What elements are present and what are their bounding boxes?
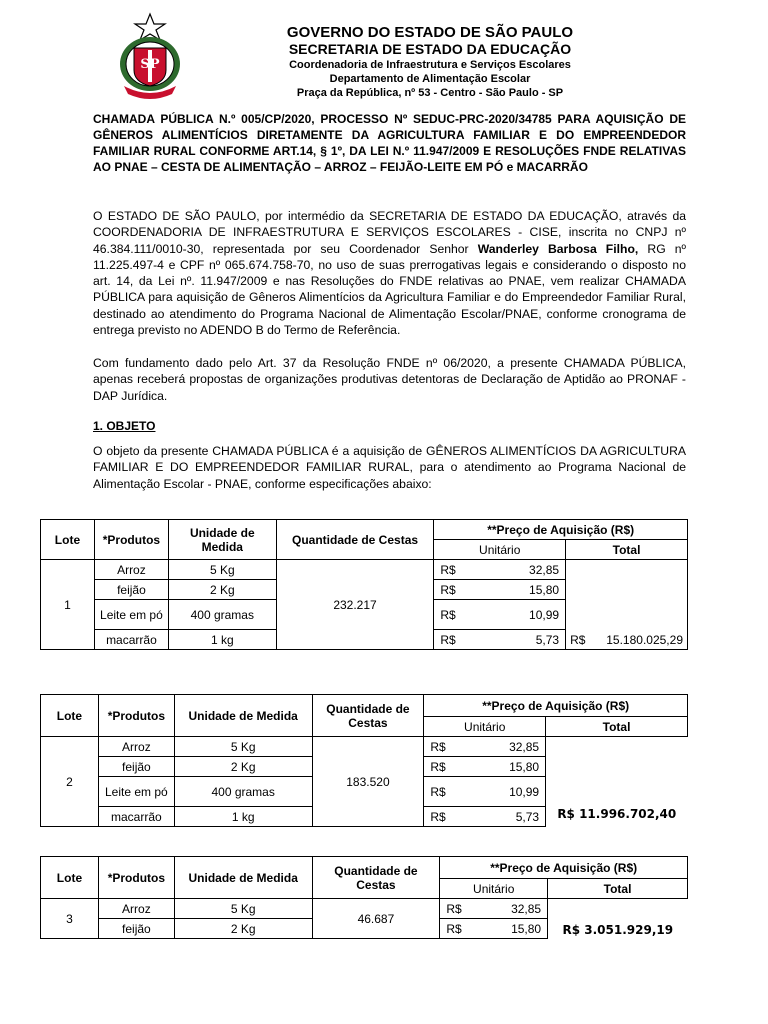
header-quantidade: Quantidade de Cestas (276, 520, 434, 560)
unidade-cell: 5 Kg (168, 560, 276, 580)
currency-label: R$ (446, 921, 462, 936)
lote-number: 1 (41, 560, 95, 650)
header-unitario: Unitário (440, 879, 548, 899)
header-unidade: Unidade de Medida (174, 695, 312, 737)
currency-label: R$ (430, 739, 446, 754)
unidade-cell: 5 Kg (174, 899, 312, 919)
total-cell: 15.180.025,29 (606, 633, 683, 647)
header-produtos: *Produtos (98, 857, 174, 899)
header-unidade: Unidade de Medida (174, 857, 312, 899)
currency-label: R$ (440, 582, 456, 597)
government-name: GOVERNO DO ESTADO DE SÃO PAULO (286, 24, 574, 41)
unidade-cell: 1 kg (168, 630, 276, 650)
unidade-cell: 2 Kg (174, 757, 312, 777)
produto-cell: feijão (98, 919, 174, 939)
header-quantidade: Quantidade de Cestas (312, 695, 424, 737)
produto-cell: feijão (94, 580, 168, 600)
document-title: CHAMADA PÚBLICA N.º 005/CP/2020, PROCESSO Nº SEDUC-PRC-2020/34785 PARA AQUISIÇÃO DE GÊNEROS ALIMENTÍCIOS DIRETAMENTE DA AGRICULTURA FAMILIAR E DO EMPREENDEDOR FAMILIAR RURAL CONFORME ART.14, § 1º, DA LEI N.º 11.947/2009 E RESOLUÇÕES FNDE RELATIVAS AO PNAE – CESTA DE ALIMENTAÇÃO – ARROZ – FEIJÃO-LEITE EM PÓ e MACARRÃO (93, 112, 686, 174)
crest-text: SP (140, 57, 160, 72)
header-lote: Lote (41, 695, 99, 737)
produto-cell: Arroz (98, 737, 174, 757)
currency-label: R$ (430, 784, 446, 799)
header-unidade: Unidade de Medida (168, 520, 276, 560)
header-total: Total (548, 879, 688, 899)
header-total: Total (546, 717, 688, 737)
header-unitario: Unitário (434, 540, 566, 560)
unidade-cell: 400 gramas (168, 600, 276, 630)
total-currency-label: R$ (570, 633, 586, 647)
unidade-cell: 2 Kg (168, 580, 276, 600)
quantidade-cell: 232.217 (276, 560, 434, 650)
currency-label: R$ (446, 901, 462, 916)
unidade-cell: 2 Kg (174, 919, 312, 939)
lot-table-2 (40, 694, 688, 827)
table-row (41, 560, 688, 580)
unitario-cell: 15,80 (511, 921, 542, 936)
header-preco: **Preço de Aquisição (R$) (424, 695, 688, 717)
unitario-cell: 10,99 (509, 784, 540, 799)
header-unitario: Unitário (424, 717, 546, 737)
quantidade-cell: 46.687 (312, 899, 440, 939)
lote-number: 3 (41, 899, 99, 939)
header-preco: **Preço de Aquisição (R$) (440, 857, 688, 879)
produto-cell: Arroz (98, 899, 174, 919)
intro-paragraph (93, 208, 686, 338)
table-row (41, 737, 688, 757)
quantidade-cell: 183.520 (312, 737, 424, 827)
header-preco: **Preço de Aquisição (R$) (434, 520, 688, 540)
header-lote: Lote (41, 520, 95, 560)
header-lote: Lote (41, 857, 99, 899)
unidade-cell: 400 gramas (174, 777, 312, 807)
currency-label: R$ (440, 632, 456, 647)
produto-cell: Leite em pó (98, 777, 174, 807)
unitario-cell: 15,80 (529, 582, 560, 597)
sao-paulo-coat-of-arms-icon (110, 12, 190, 102)
header-produtos: *Produtos (94, 520, 168, 560)
unitario-cell: 5,73 (535, 632, 560, 647)
unitario-cell: 5,73 (515, 809, 540, 824)
total-cell: R$ 3.051.929,19 (562, 922, 674, 937)
produto-cell: feijão (98, 757, 174, 777)
currency-label: R$ (440, 562, 456, 577)
unidade-cell: 1 kg (174, 807, 312, 827)
produto-cell: Arroz (94, 560, 168, 580)
foundation-paragraph: Com fundamento dado pelo Art. 37 da Resolução FNDE nº 06/2020, a presente CHAMADA PÚBLICA, apenas receberá propostas de organizações produtivas detentoras de Declaração de Aptidão ao PRONAF - DAP Jurídica. (93, 356, 686, 403)
lot-table-1 (40, 519, 688, 650)
intro-text-start: O ESTADO DE SÃO PAULO, por intermédio da SECRETARIA DE ESTADO DA EDUCAÇÃO, através da COORDENADORIA DE INFRAESTRUTURA E SERVIÇOS ESCOLARES - CISE, inscrita no CNPJ nº 46.384.111/0010-30, representada por seu Coordenador Senhor (93, 209, 686, 256)
unitario-cell: 32,85 (529, 562, 560, 577)
coordinator-name: Wanderley Barbosa Filho, (477, 241, 639, 256)
unitario-cell: 10,99 (529, 607, 560, 622)
secretariat-name: SECRETARIA DE ESTADO DA EDUCAÇÃO (288, 41, 572, 57)
produto-cell: macarrão (98, 807, 174, 827)
object-paragraph: O objeto da presente CHAMADA PÚBLICA é a aquisição de GÊNEROS ALIMENTÍCIOS DA AGRICULTURA FAMILIAR E DO EMPREENDEDOR FAMILIAR RURAL, para o atendimento ao Programa Nacional de Alimentação Escolar - PNAE, conforme especificações abaixo: (93, 444, 686, 491)
currency-label: R$ (430, 759, 446, 774)
header-produtos: *Produtos (98, 695, 174, 737)
currency-label: R$ (440, 607, 456, 622)
header-total: Total (566, 540, 688, 560)
total-cell: R$ 11.996.702,40 (557, 806, 677, 821)
lote-number: 2 (41, 737, 99, 827)
coordination-name: Coordenadoria de Infraestrutura e Serviços Escolares (289, 59, 571, 71)
intro-text-end: RG nº 11.225.497-4 e CPF nº 065.674.758-70, no uso de suas prerrogativas legais e considerando o disposto no art. 14, da Lei nº. 11.947/2009 e nas Resoluções do FNDE relativas ao PNAE, vem realizar CHAMADA PÚBLICA para aquisição de Gêneros Alimentícios da Agricultura Familiar e do Empreendedor Familiar Rural, destinado ao atendimento do Programa Nacional de Alimentação Escolar/PNAE, conforme cronograma de entrega previsto no ADENDO B do Termo de Referência. (93, 241, 686, 338)
unitario-cell: 15,80 (509, 759, 540, 774)
letterhead (0, 0, 768, 110)
header-quantidade: Quantidade de Cestas (312, 857, 440, 899)
lot-table-3 (40, 856, 688, 939)
address: Praça da República, nº 53 - Centro - São Paulo - SP (296, 87, 564, 99)
department-name: Departamento de Alimentação Escolar (329, 73, 531, 85)
currency-label: R$ (430, 809, 446, 824)
produto-cell: macarrão (94, 630, 168, 650)
section-heading-objeto: 1. OBJETO (93, 419, 156, 433)
unitario-cell: 32,85 (511, 901, 542, 916)
unidade-cell: 5 Kg (174, 737, 312, 757)
unitario-cell: 32,85 (509, 739, 540, 754)
table-row (41, 899, 688, 919)
produto-cell: Leite em pó (94, 600, 168, 630)
